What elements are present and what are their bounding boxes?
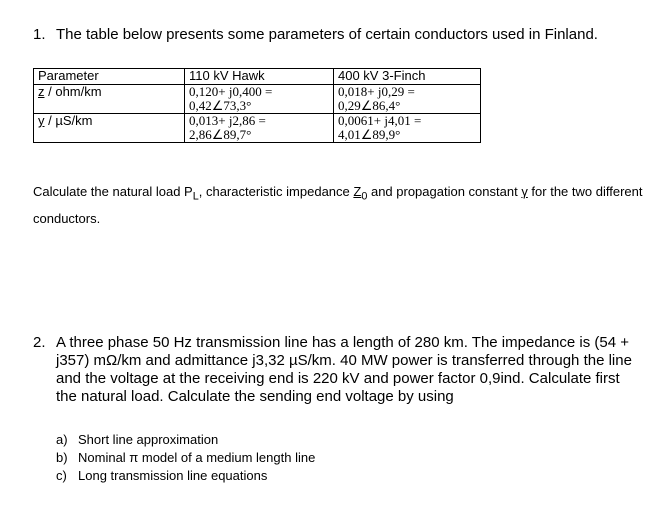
admittance-finch-polar: 4,01∠89,9°	[338, 127, 401, 142]
header-110kv-hawk: 110 kV Hawk	[185, 69, 334, 85]
impedance-hawk-rect: 0,120+ j0,400 =	[189, 84, 273, 99]
row-label-admittance	[34, 114, 185, 143]
row-label-impedance	[34, 85, 185, 114]
impedance-hawk-polar: 0,42∠73,3°	[189, 98, 252, 113]
impedance-subscript: 0	[361, 190, 368, 203]
option-b-label: b)	[56, 450, 68, 465]
calc-text-2: , characteristic impedance	[198, 184, 354, 199]
impedance-z-symbol: Z	[353, 184, 362, 199]
question-1-text: The table below presents some parameters of certain conductors used in Finland.	[56, 26, 598, 43]
option-b	[56, 449, 315, 467]
header-400kv-finch: 400 kV 3-Finch	[334, 69, 481, 85]
natural-load-subscript: L	[192, 190, 199, 203]
admittance-hawk-polar: 2,86∠89,7°	[189, 127, 252, 142]
table-row-impedance	[34, 85, 481, 114]
question-2-text: A three phase 50 Hz transmission line has a length of 280 km. The impedance is (54 + j357) mΩ/km and admittance j3,32 µS/km. 40 MW power is transferred through the line and the voltage at the receiving end is 220 kV and power factor 0,9ind. Calculate first the natural load. Calculate the sending end voltage by using	[56, 334, 632, 405]
question-1-number: 1.	[33, 26, 46, 43]
option-c-label: c)	[56, 468, 67, 483]
option-b-text: Nominal π model of a medium length line	[78, 450, 316, 465]
option-a-label: a)	[56, 432, 68, 447]
admittance-hawk-cell	[185, 114, 334, 143]
calc-text-4: for the two different conductors.	[33, 184, 643, 226]
option-a	[56, 431, 218, 449]
conductor-parameter-table	[33, 68, 481, 143]
calc-text-3: and propagation constant	[367, 184, 522, 199]
admittance-unit: / µS/km	[44, 113, 93, 128]
impedance-finch-cell	[334, 85, 481, 114]
table-row-admittance	[34, 114, 481, 143]
impedance-finch-polar: 0,29∠86,4°	[338, 98, 401, 113]
option-c	[56, 467, 267, 485]
impedance-hawk-cell	[185, 85, 334, 114]
calc-text-1: Calculate the natural load P	[33, 184, 193, 199]
impedance-symbol: z	[38, 84, 45, 99]
gamma-symbol: γ	[521, 184, 528, 199]
admittance-hawk-rect: 0,013+ j2,86 =	[189, 113, 266, 128]
admittance-finch-rect: 0,0061+ j4,01 =	[338, 113, 422, 128]
option-a-text: Short line approximation	[78, 432, 219, 447]
table-header-row	[34, 69, 481, 85]
impedance-finch-rect: 0,018+ j0,29 =	[338, 84, 415, 99]
question-1-instruction	[33, 181, 643, 230]
question-2-number: 2.	[33, 334, 46, 351]
admittance-finch-cell	[334, 114, 481, 143]
admittance-symbol: y	[38, 113, 45, 128]
option-c-text: Long transmission line equations	[78, 468, 268, 483]
header-parameter: Parameter	[34, 69, 185, 85]
impedance-unit: / ohm/km	[44, 84, 102, 99]
